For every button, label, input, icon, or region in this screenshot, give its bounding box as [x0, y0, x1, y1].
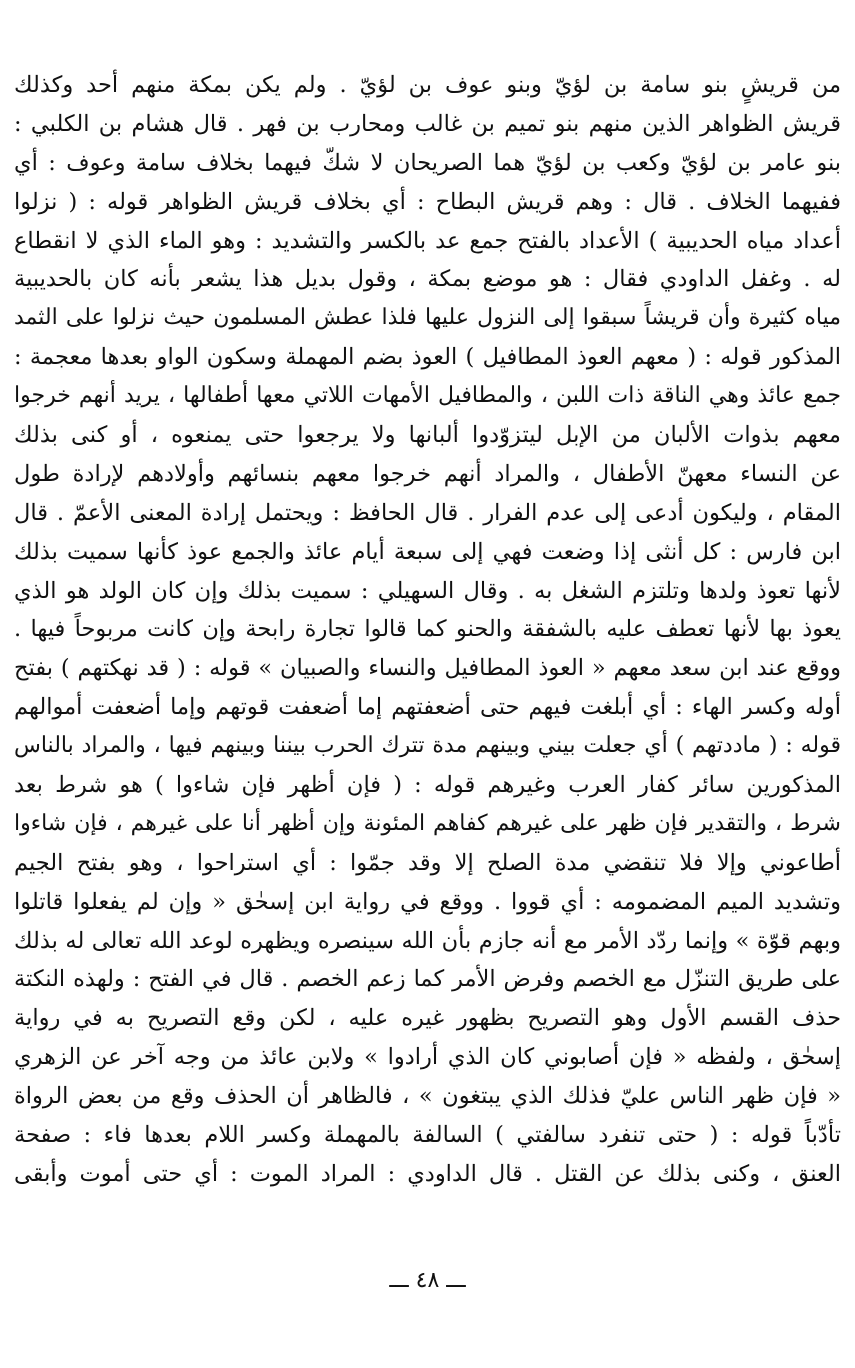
text-line: يعوذ بها لأنها تعطف عليه بالشفقة والحنو كما قالوا تجارة رابحة وإن كانت مربوحاً فيها . [14, 616, 841, 643]
text-line: أطاعوني وإلا فلا تنقضي مدة الصلح إلا وقد جمّوا : أي استراحوا ، وهو بفتح الجيم [14, 849, 841, 876]
text-line: من قريشٍ بنو سامة بن لؤيّ وبنو عوف بن لؤيّ . ولم يكن بمكة منهم أحد وكذلك [14, 72, 841, 98]
text-line: ففيهما الخلاف . قال : وهم قريش البطاح : أي بخلاف قريش الظواهر قوله : ( نزلوا [14, 188, 841, 215]
text-line: وبهم قوّة » وإنما ردّد الأمر مع أنه جازم بأن الله سينصره ويظهره لوعد الله تعالى له بذلك [14, 927, 841, 954]
text-line: جمع عائذ وهي الناقة ذات اللبن ، والمطافيل الأمهات اللاتي معها أطفالها ، يريد أنهم خرجوا [14, 383, 841, 409]
text-line: بنو عامر بن لؤيّ وكعب بن لؤيّ هما الصريحان لا شكّ فيهما بخلاف سامة وعوف : أي [14, 149, 841, 176]
text-line: ابن فارس : كل أنثى إذا وضعت فهي إلى سبعة أيام عائذ والجمع عوذ كأنها سميت بذلك [14, 538, 841, 565]
page-number: ـــ ٤٨ ـــ [389, 1268, 466, 1293]
text-line: إسحٰق ، ولفظه « فإن أصابوني كان الذي أرادوا » ولابن عائذ من وجه آخر عن الزهري [14, 1044, 841, 1071]
text-line: أوله وكسر الهاء : أي أبلغت فيهم حتى أضعفتهم إما أضعفت قوتهم وإما أضعفت أموالهم [14, 694, 841, 721]
text-line: معهم بذوات الألبان من الإبل ليتزوّدوا ألبانها ولا يرجعوا حتى يمنعوه ، أو كنى بذلك [14, 422, 841, 449]
text-line: تأدّباً قوله : ( حتى تنفرد سالفتي ) السالفة بالمهملة وكسر اللام بعدها فاء : صفحة [14, 1122, 841, 1149]
text-line: ووقع عند ابن سعد معهم « العوذ المطافيل والنساء والصبيان » قوله : ( قد نهكتهم ) بفتح [14, 655, 841, 682]
text-line: المذكورين سائر كفار العرب وغيرهم قوله : ( فإن أظهر فإن شاءوا ) هو شرط بعد [14, 772, 841, 799]
text-line: حذف القسم الأول وهو التصريح بظهور غيره عليه ، لكن وقع التصريح به في رواية [14, 1005, 841, 1032]
text-line: أعداد مياه الحديبية ) الأعداد بالفتح جمع عد بالكسر والتشديد : وهو الماء الذي لا انقطاع [14, 227, 841, 254]
text-line: قوله : ( ماددتهم ) أي جعلت بيني وبينهم مدة تترك الحرب بيننا وبينهم فيها ، والمراد بالناس [14, 733, 841, 759]
text-line: وتشديد الميم المضمومه : أي قووا . ووقع في رواية ابن إسحٰق « وإن لم يفعلوا قاتلوا [14, 888, 841, 915]
text-line: « فإن ظهر الناس عليّ فذلك الذي يبتغون » ، فالظاهر أن الحذف وقع من بعض الرواة [14, 1083, 841, 1110]
text-line: شرط ، والتقدير فإن ظهر على غيرهم كفاهم المئونة وإن أظهر أنا على غيرهم ، فإن شاءوا [14, 810, 841, 836]
text-line: على طريق التنزّل مع الخصم وفرض الأمر كما زعم الخصم . قال في الفتح : ولهذه النكتة [14, 966, 841, 993]
text-line: قريش الظواهر الذين منهم بنو تميم بن غالب ومحارب بن فهر . قال هشام بن الكلبي : [14, 110, 841, 137]
text-line: المقام ، وليكون أدعى إلى عدم الفرار . قال الحافظ : ويحتمل إرادة المعنى الأعمّ . قال [14, 499, 841, 526]
text-line: عن النساء معهنّ الأطفال ، والمراد أنهم خرجوا معهم بنسائهم وأولادهم لإرادة طول [14, 460, 841, 487]
text-line: له . وغفل الداودي فقال : هو موضع بمكة ، وقول بديل هذا يشعر بأنه كان بالحديبية [14, 266, 841, 293]
text-line: المذكور قوله : ( معهم العوذ المطافيل ) العوذ بضم المهملة وسكون الواو بعدها معجمة : [14, 344, 841, 371]
text-line: مياه كثيرة وأن قريشاً سبقوا إلى النزول عليها فلذا عطش المسلمون حيث نزلوا على الثمد [14, 305, 841, 331]
text-block [14, 66, 841, 1194]
text-line: لأنها تعوذ ولدها وتلتزم الشغل به . وقال السهيلي : سميت بذلك وإن كان الولد هو الذي [14, 577, 841, 604]
text-line: العنق ، وكنى بذلك عن القتل . قال الداودي : المراد الموت : أي حتى أموت وأبقى [14, 1160, 841, 1187]
